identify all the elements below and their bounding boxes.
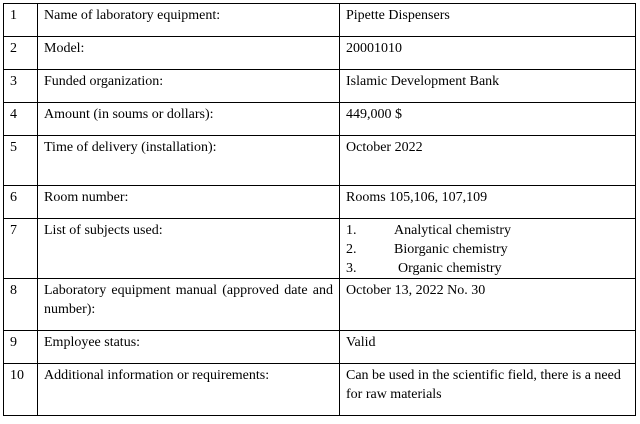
row-value: Rooms 105,106, 107,109 — [340, 186, 636, 219]
row-value: Valid — [340, 331, 636, 364]
subject-name: Organic chemistry — [398, 261, 502, 276]
row-value: 449,000 $ — [340, 103, 636, 136]
row-number: 1 — [4, 4, 38, 37]
table-row — [4, 136, 636, 186]
row-label: Additional information or requirements: — [38, 364, 340, 416]
row-value: Islamic Development Bank — [340, 70, 636, 103]
subject-number: 1. — [346, 223, 357, 238]
row-value: October 2022 — [340, 136, 636, 186]
row-number: 8 — [4, 279, 38, 331]
row-label: Amount (in soums or dollars): — [38, 103, 340, 136]
row-number: 10 — [4, 364, 38, 416]
table-row — [4, 4, 636, 37]
table-row — [4, 186, 636, 219]
row-label: Room number: — [38, 186, 340, 219]
subject-name: Biorganic chemistry — [394, 242, 508, 257]
subject-number: 2. — [346, 242, 357, 257]
row-value: October 13, 2022 No. 30 — [340, 279, 636, 331]
row-label: Time of delivery (installation): — [38, 136, 340, 186]
subject-number: 3. — [346, 261, 357, 276]
row-value: 20001010 — [340, 37, 636, 70]
subjects-list — [340, 219, 636, 279]
row-value: Can be used in the scientific field, there is a need for raw materials — [340, 364, 636, 416]
row-label: Laboratory equipment manual (approved date and number): — [38, 279, 340, 331]
subject-item — [346, 221, 629, 240]
row-label: Funded organization: — [38, 70, 340, 103]
table-row — [4, 103, 636, 136]
table-row — [4, 219, 636, 279]
row-label: Model: — [38, 37, 340, 70]
table-row — [4, 279, 636, 331]
equipment-info-table — [3, 3, 636, 416]
row-number: 4 — [4, 103, 38, 136]
row-label: Employee status: — [38, 331, 340, 364]
subject-item — [346, 259, 629, 278]
row-label: Name of laboratory equipment: — [38, 4, 340, 37]
subject-item — [346, 240, 629, 259]
table-row — [4, 70, 636, 103]
row-number: 5 — [4, 136, 38, 186]
row-number: 2 — [4, 37, 38, 70]
row-number: 3 — [4, 70, 38, 103]
row-number: 6 — [4, 186, 38, 219]
table-row — [4, 364, 636, 416]
row-label: List of subjects used: — [38, 219, 340, 279]
table-row — [4, 331, 636, 364]
row-number: 7 — [4, 219, 38, 279]
subject-name: Analytical chemistry — [394, 223, 512, 238]
row-number: 9 — [4, 331, 38, 364]
row-value: Pipette Dispensers — [340, 4, 636, 37]
table-row — [4, 37, 636, 70]
